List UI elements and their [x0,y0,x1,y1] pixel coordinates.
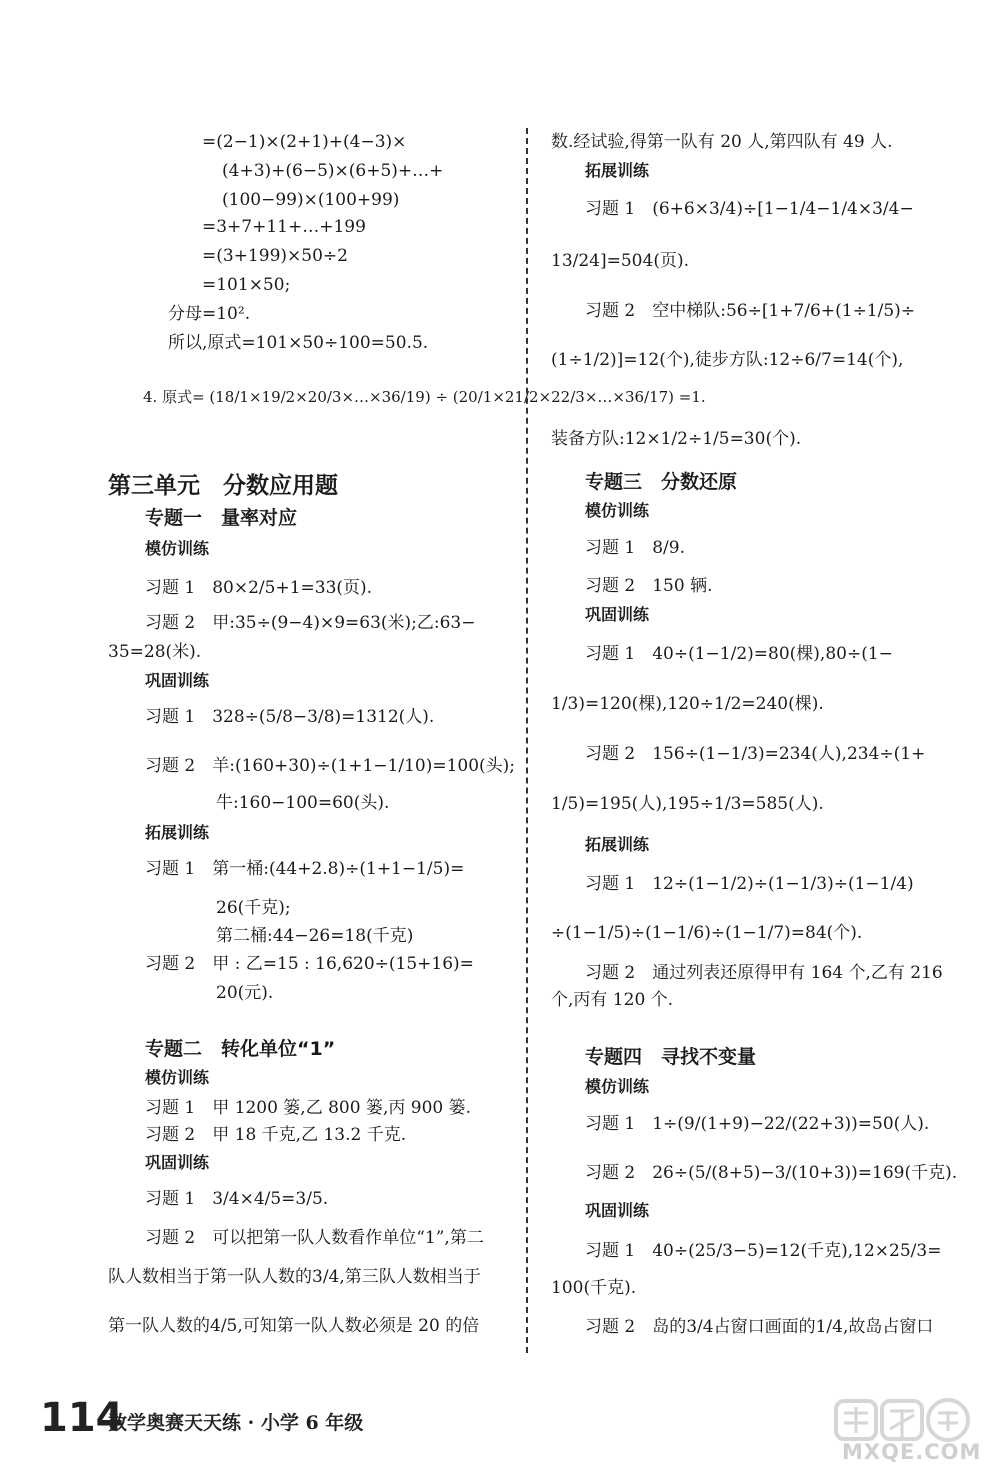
exercise-line: 习题 1 40÷(25/3−5)=12(千克),12×25/3= [585,1241,942,1261]
exercise-line: 习题 2 26÷(5/(8+5)−3/(10+3))=169(千克). [585,1163,958,1183]
section-label: 巩固训练 [145,1153,210,1172]
eq-line: =(2−1)×(2+1)+(4−3)× [202,132,407,152]
exercise-line: 习题 1 (6+6×3/4)÷[1−1/4−1/4×3/4− [585,199,914,219]
topic-title: 专题三 分数还原 [585,471,738,493]
section-label: 巩固训练 [585,1201,650,1220]
exercise-line: 习题 1 3/4×4/5=3/5. [145,1189,329,1209]
exercise-line: 习题 1 80×2/5+1=33(页). [145,578,373,598]
exercise-line: 队人数相当于第一队人数的3/4,第三队人数相当于 [108,1267,481,1287]
watermark-logo-icon [832,1395,972,1445]
topic-title: 专题四 寻找不变量 [585,1046,757,1068]
eq-line: =(3+199)×50÷2 [202,246,348,266]
section-label: 拓展训练 [585,161,650,180]
exercise-line: 1/5)=195(人),195÷1/3=585(人). [551,794,824,814]
exercise-line: 13/24]=504(页). [551,251,689,271]
book-title: 数学奥赛天天练 · 小学 6 年级 [108,1412,364,1434]
exercise-line: 习题 1 1÷(9/(1+9)−22/(22+3))=50(人). [585,1114,930,1134]
section-label: 巩固训练 [585,605,650,624]
exercise-line: ÷(1−1/5)÷(1−1/6)÷(1−1/7)=84(个). [551,923,863,943]
eq-line: 分母=10². [168,304,251,324]
exercise-line: 26(千克); [216,898,291,918]
exercise-line: 习题 2 甲:35÷(9−4)×9=63(米);乙:63− [145,613,476,633]
section-label: 模仿训练 [585,501,650,520]
exercise-line: 数.经试验,得第一队有 20 人,第四队有 49 人. [551,132,893,152]
exercise-line: 第一队人数的4/5,可知第一队人数必须是 20 的倍 [108,1316,480,1336]
topic-title: 专题二 转化单位“1” [145,1038,336,1060]
exercise-line: 习题 2 岛的3/4占窗口画面的1/4,故岛占窗口 [585,1317,934,1337]
exercise-line: 习题 2 150 辆. [585,576,713,596]
eq-line: (4+3)+(6−5)×(6+5)+…+ [222,161,444,181]
exercise-line: 牛:160−100=60(头). [216,793,390,813]
section-label: 巩固训练 [145,671,210,690]
unit-title: 第三单元 分数应用题 [108,473,338,499]
section-label: 拓展训练 [145,823,210,842]
exercise-line: 习题 1 甲 1200 篓,乙 800 篓,丙 900 篓. [145,1098,472,1118]
exercise-line: 习题 2 156÷(1−1/3)=234(人),234÷(1+ [585,744,926,764]
exercise-line: 个,丙有 120 个. [551,990,674,1010]
exercise-line: (1÷1/2)]=12(个),徒步方队:12÷6/7=14(个), [551,350,904,370]
exercise-line: 习题 2 通过列表还原得甲有 164 个,乙有 216 [585,963,943,983]
exercise-line: 习题 1 第一桶:(44+2.8)÷(1+1−1/5)= [145,859,465,879]
eq-line: 4. 原式= (18/1×19/2×20/3×…×36/19) ÷ (20/1×21/2×22/3×…×36/17) =1. [143,388,706,406]
exercise-line: 习题 1 328÷(5/8−3/8)=1312(人). [145,707,435,727]
exercise-line: 习题 2 甲 : 乙=15 : 16,620÷(15+16)= [145,954,474,974]
exercise-line: 装备方队:12×1/2÷1/5=30(个). [551,429,802,449]
exercise-line: 第二桶:44−26=18(千克) [216,926,414,946]
exercise-line: 习题 2 羊:(160+30)÷(1+1−1/10)=100(头); [145,756,516,776]
exercise-line: 1/3)=120(棵),120÷1/2=240(棵). [551,694,824,714]
section-label: 模仿训练 [145,539,210,558]
eq-line: (100−99)×(100+99) [222,190,400,210]
column-divider [526,128,528,1353]
exercise-line: 习题 1 8/9. [585,538,685,558]
exercise-line: 习题 2 空中梯队:56÷[1+7/6+(1÷1/5)÷ [585,301,916,321]
exercise-line: 35=28(米). [108,642,202,662]
eq-line: =3+7+11+…+199 [202,217,366,237]
topic-title: 专题一 量率对应 [145,507,298,529]
exercise-line: 习题 1 12÷(1−1/2)÷(1−1/3)÷(1−1/4) [585,874,914,894]
page-number: 114 [40,1395,124,1441]
eq-line: 所以,原式=101×50÷100=50.5. [168,333,429,353]
section-label: 拓展训练 [585,835,650,854]
exercise-line: 100(千克). [551,1278,637,1298]
eq-line: =101×50; [202,275,291,295]
exercise-line: 习题 2 甲 18 千克,乙 13.2 千克. [145,1125,407,1145]
exercise-line: 20(元). [216,983,274,1003]
exercise-line: 习题 1 40÷(1−1/2)=80(棵),80÷(1− [585,644,893,664]
section-label: 模仿训练 [585,1077,650,1096]
section-label: 模仿训练 [145,1068,210,1087]
watermark-url: MXQE.COM [842,1440,982,1464]
exercise-line: 习题 2 可以把第一队人数看作单位“1”,第二 [145,1228,484,1248]
